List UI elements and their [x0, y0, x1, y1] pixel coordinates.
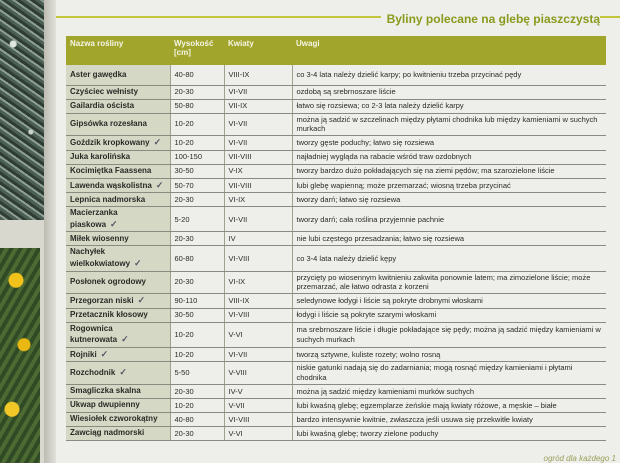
height-cell	[170, 426, 224, 440]
plant-name-cell-text: Kocimiętka Faassena	[70, 165, 152, 175]
flowers-cell-text: VI-IX	[228, 195, 246, 204]
notes-cell-text: tworzy darń; łatwo się rozsiewa	[296, 195, 401, 204]
handwritten-check-icon: ✓	[153, 137, 162, 147]
flowers-cell-text: VII-VIII	[228, 152, 252, 162]
notes-cell-text: tworzy gęste poduchy; łatwo się rozsiewa	[296, 137, 435, 147]
plant-name-cell	[66, 322, 170, 347]
plant-name-cell	[66, 65, 170, 85]
height-cell-text: 20-30	[174, 428, 194, 438]
height-cell-text: 90-110	[174, 296, 198, 305]
flowers-cell	[224, 322, 292, 347]
notes-cell	[292, 271, 606, 294]
height-cell-text: 40-80	[174, 69, 194, 79]
table-row	[66, 322, 606, 347]
flowers-cell	[224, 384, 292, 398]
plant-name-cell-text: Macierzanka piaskowa	[70, 208, 118, 229]
page-title: Byliny polecane na glebę piaszczystą	[381, 12, 600, 26]
flower-photo-bottom	[0, 248, 40, 463]
height-cell-text: 20-30	[174, 195, 194, 204]
plant-name-cell	[66, 412, 170, 426]
flowers-cell-text: VI-VIII	[228, 253, 250, 263]
flowers-cell-text: VI-VII	[228, 214, 248, 224]
notes-cell-text: przycięty po wiosennym kwitnieniu zakwita ponownie latem; ma zimozielone liście; może przemarzać, ale łatwo odrasta z korzeni	[296, 272, 591, 292]
height-cell-text: 5-50	[174, 368, 190, 378]
table-row	[66, 178, 606, 193]
table-row	[66, 85, 606, 99]
header-notes: Uwagi	[292, 36, 606, 65]
plant-name-cell-text: Rozchodnik	[70, 368, 116, 378]
height-cell-text: 40-80	[174, 414, 194, 424]
plant-name-cell	[66, 164, 170, 178]
height-cell-text: 50-80	[174, 101, 194, 111]
flowers-cell	[224, 362, 292, 385]
plant-name-cell	[66, 426, 170, 440]
height-cell-text: 10-20	[174, 137, 194, 147]
height-cell	[170, 308, 224, 322]
notes-cell-text: można ją sadzić w szczelinach między płytami chodnika lub między kamieniami w suchych murkach	[296, 114, 598, 134]
notes-cell-text: można ją sadzić między kamieniami murków suchych	[296, 386, 475, 396]
notes-cell-text: łodygi i liście są pokryte szarymi włoskami	[296, 310, 437, 320]
flowers-cell-text: V-VII	[228, 400, 245, 410]
flowers-cell	[224, 164, 292, 178]
notes-cell-text: ozdobą są srebrnoszare liście	[296, 87, 396, 97]
table-row	[66, 113, 606, 136]
plant-name-cell-text: Aster gawędka	[70, 69, 127, 79]
table-row	[66, 271, 606, 294]
flowers-cell-text: V-VI	[228, 428, 243, 438]
table-row	[66, 246, 606, 271]
plants-table	[66, 36, 606, 441]
plant-name-cell-text: Rojniki	[70, 349, 97, 359]
plant-name-cell-text: Goździk kropkowany	[70, 138, 150, 147]
plant-name-cell-text: Gipsówka rozesłana	[70, 119, 147, 129]
flowers-cell-text: VI-VIII	[228, 414, 250, 424]
plant-name-cell	[66, 150, 170, 164]
flowers-cell	[224, 178, 292, 193]
table-row	[66, 362, 606, 385]
table-row	[66, 164, 606, 178]
plant-name-cell	[66, 384, 170, 398]
height-cell-text: 10-20	[174, 400, 194, 410]
flowers-cell	[224, 347, 292, 362]
height-cell	[170, 347, 224, 362]
plant-name-cell	[66, 362, 170, 385]
notes-cell	[292, 246, 606, 271]
height-cell	[170, 271, 224, 294]
plant-name-cell-text: Zawciąg nadmorski	[70, 428, 145, 438]
handwritten-check-icon: ✓	[155, 179, 164, 190]
flowers-cell	[224, 308, 292, 322]
handwritten-check-icon: ✓	[121, 334, 129, 345]
flowers-cell-text: VI-VIII	[228, 310, 250, 320]
plant-name-cell	[66, 246, 170, 271]
plant-name-cell	[66, 113, 170, 136]
table-row	[66, 65, 606, 85]
flowers-cell-text: IV-V	[228, 386, 243, 396]
flowers-cell	[224, 294, 292, 309]
flower-photo-top	[0, 0, 44, 220]
height-cell-text: 20-30	[174, 234, 194, 244]
notes-cell-text: co 3-4 lata należy dzielić kępy	[296, 253, 397, 263]
height-cell	[170, 232, 224, 246]
height-cell	[170, 178, 224, 193]
handwritten-check-icon: ✓	[134, 257, 142, 268]
flowers-cell-text: VI-VII	[228, 119, 248, 129]
height-cell	[170, 398, 224, 412]
header-height: Wysokość [cm]	[170, 36, 224, 65]
plant-name-cell	[66, 193, 170, 207]
plant-name-cell	[66, 294, 170, 309]
notes-cell-text: nie lubi częstego przesadzania; łatwo się rozsiewa	[296, 234, 465, 244]
height-cell	[170, 65, 224, 85]
height-cell	[170, 294, 224, 309]
flowers-cell-text: VI-VII	[228, 137, 248, 147]
flowers-cell-text: VI-IX	[228, 277, 246, 287]
flowers-cell-text: VII-VIII	[228, 180, 252, 190]
flowers-cell	[224, 232, 292, 246]
plant-name-cell-text: Nachyłek wielkokwiatowy	[70, 247, 131, 268]
handwritten-check-icon: ✓	[110, 218, 118, 229]
height-cell-text: 20-30	[174, 386, 194, 396]
height-cell	[170, 412, 224, 426]
flowers-cell	[224, 193, 292, 207]
table-row	[66, 426, 606, 440]
height-cell-text: 100-150	[174, 152, 203, 162]
plant-name-cell-text: Rogownica kutnerowata	[70, 323, 118, 345]
notes-cell	[292, 193, 606, 207]
flowers-cell-text: IV	[228, 234, 236, 244]
notes-cell	[292, 347, 606, 362]
plant-name-cell-text: Wiesiołek czworokątny	[70, 414, 158, 424]
height-cell	[170, 193, 224, 207]
flowers-cell	[224, 207, 292, 232]
notes-cell-text: tworzy bardzo dużo pokładających się na ziemi pędów; ma szarozielone liście	[296, 166, 555, 176]
notes-cell-text: lubi kwaśną glebę; tworzy zielone poduchy	[296, 428, 439, 438]
table-row	[66, 193, 606, 207]
height-cell	[170, 246, 224, 271]
plant-name-cell-text: Lepnica nadmorska	[70, 194, 146, 204]
handwritten-check-icon: ✓	[119, 367, 127, 378]
flowers-cell	[224, 398, 292, 412]
table-body	[66, 65, 606, 440]
notes-cell-text: niskie gatunki nadają się do zadarniania; mogą rosnąć między kamieniami i płytami chodnika	[296, 363, 573, 383]
flowers-cell	[224, 65, 292, 85]
plant-name-cell-text: Lawenda wąskolistna	[70, 180, 152, 190]
flowers-cell	[224, 246, 292, 271]
height-cell	[170, 150, 224, 164]
height-cell	[170, 136, 224, 151]
notes-cell	[292, 65, 606, 85]
flowers-cell	[224, 85, 292, 99]
page-footer: ogród dla każdego 1	[543, 454, 616, 463]
plant-name-cell-text: Czyściec wełnisty	[70, 86, 139, 96]
notes-cell	[292, 136, 606, 151]
height-cell-text: 50-70	[174, 180, 194, 190]
height-cell	[170, 322, 224, 347]
notes-cell	[292, 85, 606, 99]
notes-cell	[292, 412, 606, 426]
flowers-cell	[224, 136, 292, 151]
height-cell-text: 20-30	[174, 87, 194, 97]
notes-cell	[292, 113, 606, 136]
notes-cell-text: najładniej wygląda na rabacie wśród traw ozdobnych	[296, 152, 472, 162]
plant-name-cell	[66, 232, 170, 246]
height-cell	[170, 384, 224, 398]
flowers-cell	[224, 271, 292, 294]
plant-name-cell	[66, 85, 170, 99]
table-row	[66, 99, 606, 113]
table-row	[66, 150, 606, 164]
handwritten-check-icon: ✓	[137, 295, 146, 306]
height-cell-text: 30-50	[174, 310, 194, 320]
notes-cell-text: seledynowe łodygi i liście są pokryte drobnymi włoskami	[296, 296, 483, 305]
flowers-cell-text: VIII-IX	[228, 69, 250, 79]
plant-name-cell	[66, 99, 170, 113]
notes-cell	[292, 362, 606, 385]
plant-name-cell-text: Gailardia oścista	[70, 100, 135, 110]
flowers-cell	[224, 150, 292, 164]
table-row	[66, 398, 606, 412]
notes-cell	[292, 308, 606, 322]
height-cell	[170, 99, 224, 113]
notes-cell	[292, 426, 606, 440]
notes-cell	[292, 384, 606, 398]
flowers-cell	[224, 412, 292, 426]
notes-cell-text: lubi glebę wapienną; może przemarzać; wiosną trzeba przycinać	[296, 180, 511, 190]
table-row	[66, 207, 606, 232]
flowers-cell	[224, 99, 292, 113]
plant-name-cell	[66, 178, 170, 193]
table-row	[66, 308, 606, 322]
notes-cell	[292, 164, 606, 178]
plant-name-cell	[66, 347, 170, 362]
plant-name-cell-text: Miłek wiosenny	[70, 233, 129, 243]
plant-name-cell-text: Smagliczka skalna	[70, 386, 141, 396]
notes-cell-text: ma srebrnoszare liście i długie pokładające się pędy; można ją sadzić między kamieniami w suchych murkach	[296, 325, 601, 344]
notes-cell	[292, 178, 606, 193]
header-flowers: Kwiaty	[224, 36, 292, 65]
notes-cell	[292, 150, 606, 164]
notes-cell	[292, 99, 606, 113]
notes-cell	[292, 322, 606, 347]
height-cell	[170, 164, 224, 178]
notes-cell	[292, 398, 606, 412]
notes-cell-text: co 3-4 lata należy dzielić karpy; po kwitnieniu trzeba przycinać pędy	[296, 69, 522, 79]
notes-cell	[292, 232, 606, 246]
flowers-cell-text: V-VIII	[228, 368, 247, 378]
height-cell-text: 10-20	[174, 329, 194, 339]
notes-cell	[292, 207, 606, 232]
flowers-cell-text: VI-VII	[228, 349, 248, 359]
table-row	[66, 232, 606, 246]
notes-cell-text: tworzy darń; cała roślina przyjemnie pachnie	[296, 214, 445, 224]
notes-cell-text: lubi kwaśną glebę; egzemplarze żeńskie mają kwiaty różowe, a męskie – białe	[296, 400, 557, 410]
height-cell	[170, 85, 224, 99]
plant-name-cell	[66, 207, 170, 232]
handwritten-check-icon: ✓	[100, 348, 109, 359]
notes-cell-text: łatwo się rozsiewa; co 2-3 lata należy dzielić karpy	[296, 101, 464, 111]
height-cell-text: 5-20	[174, 214, 190, 224]
height-cell-text: 10-20	[174, 349, 194, 359]
table-header-row	[66, 36, 606, 65]
table-row	[66, 384, 606, 398]
notes-cell	[292, 294, 606, 309]
flowers-cell-text: VII-IX	[228, 101, 248, 111]
plant-name-cell	[66, 308, 170, 322]
table-row	[66, 412, 606, 426]
height-cell	[170, 362, 224, 385]
table-row	[66, 294, 606, 309]
plant-name-cell-text: Ukwap dwupienny	[70, 400, 140, 410]
height-cell-text: 20-30	[174, 277, 194, 287]
plant-name-cell	[66, 398, 170, 412]
height-cell-text: 10-20	[174, 119, 194, 129]
table-row	[66, 136, 606, 151]
height-cell-text: 30-50	[174, 166, 194, 176]
flowers-cell-text: VI-VII	[228, 87, 248, 97]
plant-name-cell	[66, 136, 170, 151]
plant-name-cell	[66, 271, 170, 294]
flowers-cell-text: V-VI	[228, 329, 243, 339]
flowers-cell	[224, 113, 292, 136]
plant-name-cell-text: Posłonek ogrodowy	[70, 277, 147, 287]
plant-name-cell-text: Juka karolińska	[70, 151, 131, 161]
height-cell	[170, 113, 224, 136]
flowers-cell	[224, 426, 292, 440]
flowers-cell-text: VIII-IX	[228, 296, 250, 305]
header-name: Nazwa rośliny	[66, 36, 170, 65]
height-cell-text: 60-80	[174, 253, 194, 263]
plant-name-cell-text: Przegorzan niski	[70, 296, 134, 306]
notes-cell-text: bardzo intensywnie kwitnie, zwłaszcza jeśli usuwa się przekwitłe kwiaty	[296, 414, 533, 424]
table-row	[66, 347, 606, 362]
flowers-cell-text: V-IX	[228, 166, 243, 176]
height-cell	[170, 207, 224, 232]
notes-cell-text: tworzą sztywne, kuliste rozety; wolno rosną	[296, 349, 441, 359]
plant-name-cell-text: Przetacznik kłosowy	[70, 310, 148, 320]
